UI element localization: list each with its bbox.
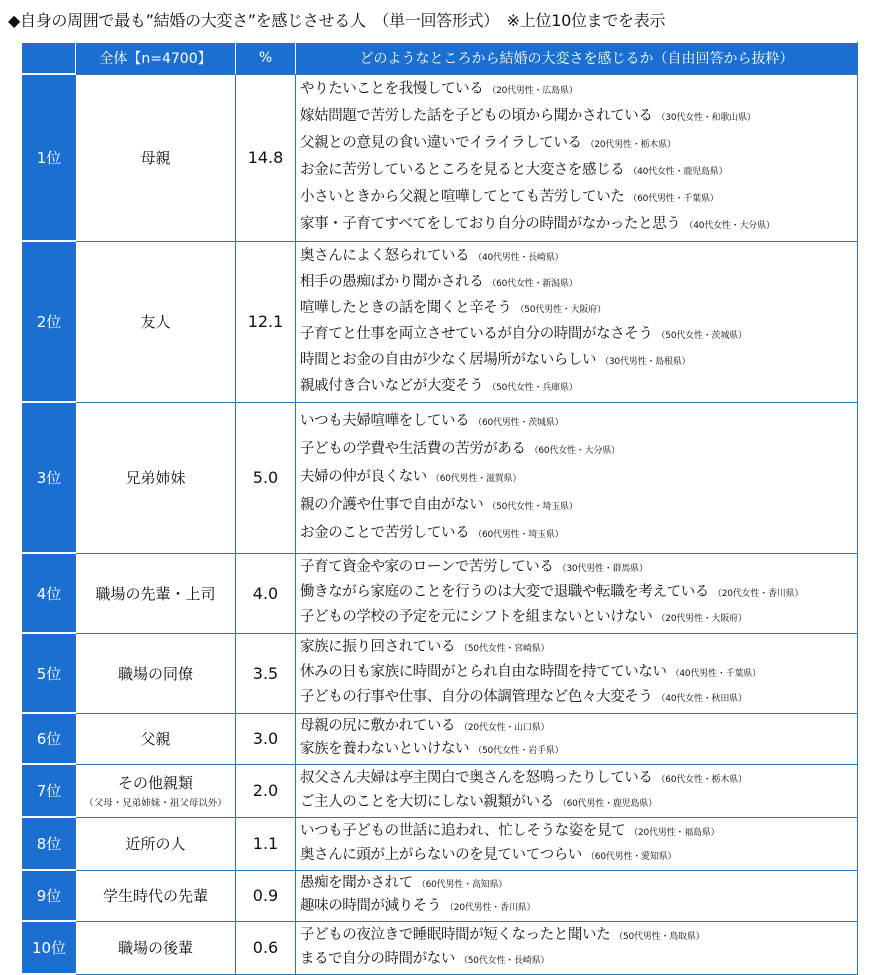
comment-item [300, 158, 853, 185]
comment-text: 家族に振り回されている [300, 638, 456, 655]
rank-cell: 10位 [23, 921, 76, 974]
comment-text: 小さいときから父親と喧嘩してとても苦労していた [300, 188, 625, 205]
comment-item [300, 686, 853, 711]
person-label: 学生時代の先輩 [102, 887, 208, 905]
header-pct: % [236, 43, 296, 75]
comment-text: 愚痴を聞かされて [300, 874, 413, 891]
table-row [23, 817, 858, 870]
comment-respondent: （50代女性・宮崎県） [459, 643, 550, 654]
person-sublabel: （父母・兄弟姉妹・祖父母以外） [84, 798, 227, 809]
person-label: 近所の人 [125, 835, 186, 853]
comment-item [300, 581, 853, 606]
rank-cell: 8位 [23, 817, 76, 870]
comment-item [300, 104, 853, 131]
comments-cell [296, 870, 858, 921]
comment-item [300, 322, 853, 348]
percent-cell: 3.0 [236, 713, 296, 764]
comment-text: 時間とお金の自由が少なく居場所がないらしい [300, 351, 597, 368]
rank-cell: 4位 [23, 553, 76, 633]
comment-respondent: （50代男性・大阪府） [515, 304, 606, 315]
percent-cell: 0.6 [236, 921, 296, 974]
comment-item [300, 924, 853, 948]
comment-text: 家事・子育てすべてをしており自分の時間がなかったと思う [300, 215, 681, 232]
table-row [23, 870, 858, 921]
percent-cell: 1.1 [236, 817, 296, 870]
person-cell [76, 921, 236, 974]
person-cell [76, 241, 236, 402]
comment-text: 親戚付き合いなどが大変そう [300, 377, 484, 394]
comment-respondent: （20代女性・山口県） [459, 722, 550, 733]
percent-cell: 14.8 [236, 74, 296, 241]
percent-cell: 5.0 [236, 402, 296, 553]
comment-item [300, 948, 853, 972]
comment-item [300, 520, 853, 548]
rank-cell: 1位 [23, 74, 76, 241]
comment-item [300, 296, 853, 322]
person-label: 母親 [140, 149, 171, 167]
comment-text: 趣味の時間が減りそう [300, 897, 441, 914]
comment-text: 休みの日も家族に時間がとられ自由な時間を持てていない [300, 663, 667, 680]
comment-item [300, 820, 853, 844]
comments-cell [296, 764, 858, 817]
comment-item [300, 739, 853, 762]
comments-cell [296, 633, 858, 713]
comment-respondent: （50代女性・茨城県） [656, 330, 747, 341]
comment-text: 子どもの学校の予定を元にシフトを組まないといけない [300, 608, 653, 625]
comment-text: 喧嘩したときの話を聞くと辛そう [300, 299, 512, 316]
comment-item [300, 492, 853, 520]
results-table [22, 42, 858, 975]
comment-item [300, 791, 853, 815]
rank-cell: 5位 [23, 633, 76, 713]
comment-item [300, 212, 853, 239]
percent-cell: 12.1 [236, 241, 296, 402]
comment-item [300, 873, 853, 896]
comment-respondent: （60代女性・大分県） [529, 445, 620, 456]
comment-text: 奥さんによく怒られている [300, 247, 470, 264]
comment-respondent: （20代男性・大阪府） [656, 613, 747, 624]
rank-cell: 9位 [23, 870, 76, 921]
percent-cell: 2.0 [236, 764, 296, 817]
comment-respondent: （30代男性・群馬県） [557, 563, 648, 574]
comment-respondent: （50代女性・兵庫県） [487, 382, 578, 393]
comment-respondent: （30代男性・島根県） [600, 356, 691, 367]
person-label: 父親 [140, 730, 171, 748]
comment-item [300, 270, 853, 296]
comment-text: 子育て資金や家のローンで苦労している [300, 558, 554, 575]
comment-text: いつも夫婦喧嘩をしている [300, 412, 470, 429]
comment-item [300, 636, 853, 661]
comment-respondent: （40代女性・大分県） [684, 220, 775, 231]
comment-text: ご主人のことを大切にしない親類がいる [300, 793, 554, 810]
comment-respondent: （60代男性・高知県） [416, 879, 508, 890]
comment-respondent: （40代女性・鹿児島県） [628, 166, 728, 177]
comment-item [300, 348, 853, 374]
page-title: ◆自身の周囲で最も”結婚の大変さ”を感じさせる人 （単一回答形式） ※上位10位までを表示 [8, 11, 666, 30]
person-cell [76, 553, 236, 633]
comment-text: お金のことで苦労している [300, 524, 470, 541]
comment-text: 父親との意見の食い違いでイライラしている [300, 134, 582, 151]
comment-text: 奥さんに頭が上がらないのを見ていてつらい [300, 846, 582, 863]
comment-respondent: （60代男性・千葉県） [628, 193, 719, 204]
rank-cell: 6位 [23, 713, 76, 764]
table-row [23, 713, 858, 764]
comment-respondent: （30代女性・和歌山県） [656, 112, 756, 123]
percent-cell: 4.0 [236, 553, 296, 633]
comments-cell [296, 402, 858, 553]
comments-cell [296, 553, 858, 633]
header-rank [23, 43, 76, 75]
comment-item [300, 408, 853, 436]
table-header [23, 43, 858, 75]
comment-item [300, 77, 853, 104]
comment-item [300, 606, 853, 631]
comment-text: まるで自分の時間がない [300, 950, 455, 967]
comment-item [300, 556, 853, 581]
comment-item [300, 131, 853, 158]
comment-text: 働きながら家庭のことを行うのは大変で退職や転職を考えている [300, 583, 709, 600]
comment-item [300, 464, 853, 492]
comment-item [300, 767, 853, 791]
comment-item [300, 244, 853, 270]
comment-respondent: （20代女性・香川県） [712, 588, 804, 599]
comment-text: 母親の尻に敷かれている [300, 717, 456, 734]
comment-respondent: （60代女性・栃木県） [656, 774, 747, 785]
comment-respondent: （60代女性・新潟県） [487, 278, 578, 289]
comment-respondent: （40代女性・秋田県） [656, 693, 747, 704]
table-row [23, 241, 858, 402]
comment-respondent: （40代男性・長崎県） [473, 252, 564, 263]
comment-item [300, 661, 853, 686]
comments-cell [296, 713, 858, 764]
comment-respondent: （20代男性・栃木県） [585, 139, 676, 150]
comment-text: 子どもの夜泣きで睡眠時間が短くなったと聞いた [300, 926, 611, 943]
person-label: 職場の同僚 [117, 664, 193, 683]
comment-respondent: （60代男性・鹿児島県） [557, 798, 657, 809]
person-label: 友人 [140, 313, 171, 331]
person-cell [76, 633, 236, 713]
person-cell [76, 402, 236, 553]
rank-cell: 7位 [23, 764, 76, 817]
table-row [23, 764, 858, 817]
rank-cell: 2位 [23, 241, 76, 402]
comment-item [300, 436, 853, 464]
person-cell [76, 870, 236, 921]
table-row [23, 553, 858, 633]
percent-cell: 0.9 [236, 870, 296, 921]
person-label: 職場の先輩・上司 [95, 584, 216, 603]
comment-item [300, 896, 853, 919]
comment-respondent: （20代男性・福島県） [629, 827, 720, 838]
comment-respondent: （60代男性・愛知県） [586, 851, 677, 862]
comment-item [300, 716, 853, 739]
table-row [23, 633, 858, 713]
comments-cell [296, 817, 858, 870]
header-reason: どのようなところから結婚の大変さを感じるか（自由回答から抜粋） [296, 43, 858, 75]
person-cell [76, 764, 236, 817]
comment-text: 家族を養わないといけない [300, 740, 470, 757]
comments-cell [296, 74, 858, 241]
person-label: その他親類 [117, 774, 193, 792]
comment-text: いつも子どもの世話に追われ、忙しそうな姿を見て [300, 822, 626, 839]
person-cell [76, 817, 236, 870]
comment-text: 嫁姑問題で苦労した話を子どもの頃から聞かされている [300, 107, 653, 124]
comment-text: 子育てと仕事を両立させているが自分の時間がなさそう [300, 325, 653, 342]
comment-item [300, 374, 853, 400]
person-cell [76, 74, 236, 241]
comment-item [300, 185, 853, 212]
percent-cell: 3.5 [236, 633, 296, 713]
comment-respondent: （60代男性・滋賀県） [430, 473, 522, 484]
comment-respondent: （50代女性・岩手県） [473, 745, 564, 756]
comment-text: 叔父さん夫婦は亭主関白で奥さんを怒鳴ったりしている [300, 769, 653, 786]
comment-text: 夫婦の仲が良くない [300, 468, 427, 485]
table-row [23, 74, 858, 241]
comment-text: 子どもの学費や生活費の苦労がある [300, 440, 526, 457]
person-cell [76, 713, 236, 764]
table-row [23, 402, 858, 553]
rank-cell: 3位 [23, 402, 76, 553]
comment-respondent: （50代女性・長崎県） [458, 955, 550, 966]
comment-respondent: （60代男性・埼玉県） [473, 529, 564, 540]
comments-cell [296, 241, 858, 402]
comment-respondent: （40代男性・千葉県） [670, 668, 761, 679]
comment-text: 親の介護や仕事で自由がない [300, 496, 484, 513]
comment-text: やりたいことを我慢している [300, 80, 484, 97]
comment-text: 子どもの行事や仕事、自分の体調管理など色々大変そう [300, 688, 653, 705]
comment-respondent: （20代男性・香川県） [445, 902, 536, 913]
table-row [23, 921, 858, 974]
comment-respondent: （50代女性・埼玉県） [487, 501, 578, 512]
comment-item [300, 844, 853, 868]
person-label: 職場の後輩 [117, 939, 193, 957]
comment-text: 相手の愚痴ばかり聞かされる [300, 273, 484, 290]
header-group: 全体【n=4700】 [76, 43, 236, 75]
comment-text: お金に苦労しているところを見ると大変さを感じる [300, 161, 625, 178]
comments-cell [296, 921, 858, 974]
person-label: 兄弟姉妹 [125, 469, 186, 487]
comment-respondent: （20代男性・広島県） [487, 85, 578, 96]
comment-respondent: （50代男性・鳥取県） [614, 931, 705, 942]
comment-respondent: （60代男性・茨城県） [473, 417, 564, 428]
